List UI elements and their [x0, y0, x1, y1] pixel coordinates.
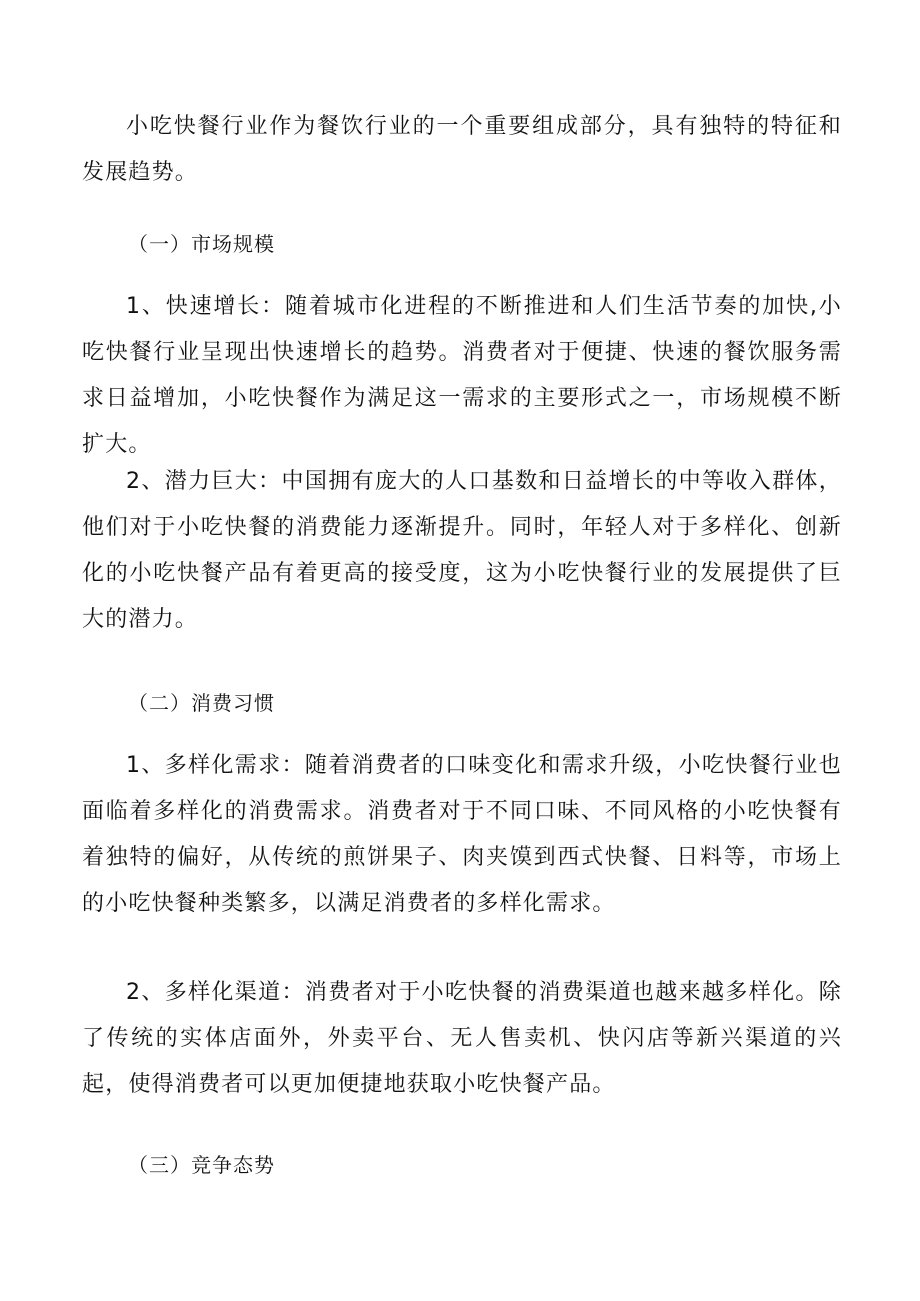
paragraph-diverse-channels: 2、多样化渠道：消费者对于小吃快餐的消费渠道也越来越多样化。除了传统的实体店面外，外卖平台、无人售卖机、快闪店等新兴渠道的兴起，使得消费者可以更加便捷地获取小吃快餐产品。 [82, 980, 842, 1097]
section-heading-competition: （三）竞争态势 [128, 1153, 275, 1177]
section-heading-market-size: （一）市场规模 [128, 232, 275, 256]
intro-paragraph: 小吃快餐行业作为餐饮行业的一个重要组成部分，具有独特的特征和发展趋势。 [82, 114, 842, 185]
paragraph-rapid-growth: 1、快速增长：随着城市化进程的不断推进和人们生活节奏的加快,小吃快餐行业呈现出快速增长的趋势。消费者对于便捷、快速的餐饮服务需求日益增加，小吃快餐作为满足这一需求的主要形式之一，市场规模不断扩大。 [82, 294, 842, 457]
section-heading-consumption-habits: （二）消费习惯 [128, 691, 275, 715]
paragraph-diverse-demand: 1、多样化需求：随着消费者的口味变化和需求升级，小吃快餐行业也面临着多样化的消费需求。消费者对于不同口味、不同风格的小吃快餐有着独特的偏好，从传统的煎饼果子、肉夹馍到西式快餐、日料等，市场上的小吃快餐种类繁多，以满足消费者的多样化需求。 [82, 753, 842, 916]
paragraph-huge-potential: 2、潜力巨大：中国拥有庞大的人口基数和日益增长的中等收入群体，他们对于小吃快餐的消费能力逐渐提升。同时，年轻人对于多样化、创新化的小吃快餐产品有着更高的接受度，这为小吃快餐行业的发展提供了巨大的潜力。 [82, 469, 842, 632]
